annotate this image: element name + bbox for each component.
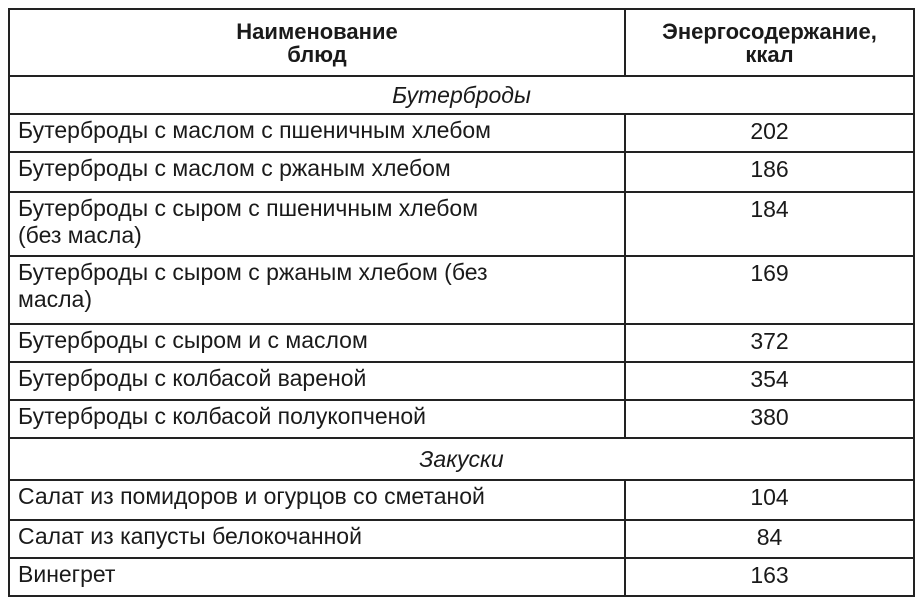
dish-name: Салат из помидоров и огурцов со сметаной xyxy=(9,480,625,520)
dish-name: Бутерброды с сыром с пшеничным хлебом (без масла) xyxy=(9,192,625,256)
dish-kcal: 186 xyxy=(625,152,914,192)
dish-kcal: 372 xyxy=(625,324,914,362)
table-row xyxy=(9,362,914,400)
table-row xyxy=(9,324,914,362)
table-row xyxy=(9,152,914,192)
table-header-row xyxy=(9,9,914,76)
table-row xyxy=(9,400,914,438)
dish-name: Бутерброды с сыром и с маслом xyxy=(9,324,625,362)
header-energy: Энергосодержание, ккал xyxy=(625,9,914,76)
dish-name: Бутерброды с маслом с пшеничным хлебом xyxy=(9,114,625,152)
table-row xyxy=(9,114,914,152)
dish-kcal: 354 xyxy=(625,362,914,400)
dish-name: Бутерброды с колбасой полукопченой xyxy=(9,400,625,438)
dish-name: Бутерброды с сыром с ржаным хлебом (без масла) xyxy=(9,256,625,324)
section-row-sandwiches xyxy=(9,76,914,114)
header-dish-name: Наименование блюд xyxy=(9,9,625,76)
table-row xyxy=(9,480,914,520)
energy-table xyxy=(8,8,915,597)
section-label: Закуски xyxy=(9,438,914,480)
dish-name: Бутерброды с маслом с ржаным хлебом xyxy=(9,152,625,192)
dish-kcal: 202 xyxy=(625,114,914,152)
dish-name: Салат из капусты белокочанной xyxy=(9,520,625,558)
table-row xyxy=(9,520,914,558)
dish-name: Бутерброды с колбасой вареной xyxy=(9,362,625,400)
section-row-appetizers xyxy=(9,438,914,480)
dish-name: Винегрет xyxy=(9,558,625,596)
dish-kcal: 163 xyxy=(625,558,914,596)
dish-kcal: 380 xyxy=(625,400,914,438)
table-row xyxy=(9,256,914,324)
dish-kcal: 169 xyxy=(625,256,914,324)
table-row xyxy=(9,558,914,596)
table-row xyxy=(9,192,914,256)
dish-kcal: 104 xyxy=(625,480,914,520)
dish-kcal: 84 xyxy=(625,520,914,558)
dish-kcal: 184 xyxy=(625,192,914,256)
section-label: Бутерброды xyxy=(9,76,914,114)
